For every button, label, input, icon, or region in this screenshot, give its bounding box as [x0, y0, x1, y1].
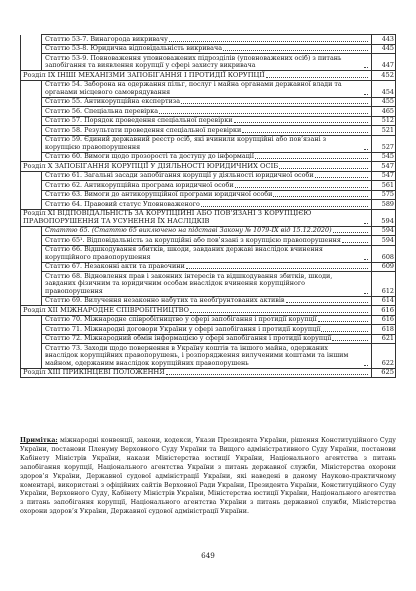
toc-article-row [21, 35, 396, 45]
toc-entry-text: Статтю 71. Міжнародні договори України у сфері запобігання і протидії корупції [45, 324, 321, 333]
toc-entry-title [42, 97, 372, 107]
toc-entry-text: Статтю 70. Міжнародне співробітництво у сфері запобігання і протидії корупції [45, 315, 317, 323]
toc-entry-title [21, 306, 372, 316]
toc-page-number: 616 [372, 306, 396, 316]
toc-entry-title [42, 80, 372, 97]
note-label: Примітка: [20, 437, 58, 444]
toc-entry-text: Розділ XI ВІДПОВІДАЛЬНІСТЬ ЗА КОРУПЦІЙНІ АБО ПОВ’ЯЗАНІ З КОРУПЦІЄЮ ПРАВОПОРУШЕННЯ ТА УСУНЕННЯ ЇХ НАСЛІДКІВ [23, 209, 312, 225]
toc-entry-text: Статтю 61. Загальні засади запобігання корупції у діяльності юридичної особи [45, 171, 314, 179]
toc-entry-title [42, 344, 372, 369]
toc-entry-title [42, 126, 372, 136]
table-of-contents [20, 34, 396, 378]
toc-entry-text: Статтю 66. Відшкодування збитків, шкоди, завданих державі внаслідок вчинення корупційного правопорушення [45, 245, 323, 261]
toc-section-row [21, 368, 396, 378]
toc-page-number: 547 [372, 171, 396, 181]
toc-page-number: 547 [372, 162, 396, 172]
toc-entry-title [42, 296, 372, 306]
dot-leader [242, 132, 368, 133]
toc-page-number: 614 [372, 296, 396, 306]
toc-article-row [21, 296, 396, 306]
dot-leader [234, 122, 368, 123]
toc-entry-text: Статтю 65¹. Відповідальність за корупційні або пов’язані з корупцією правопорушення [45, 235, 341, 244]
dot-leader [273, 196, 368, 197]
page-number: 649 [201, 551, 215, 560]
toc-indent-cell [21, 35, 42, 45]
toc-entry-text: Статтю 54. Заборона на одержання пільг, послуг і майна органами державної влади та органами місцевого самоврядування [45, 80, 342, 96]
toc-page-number: 465 [372, 107, 396, 117]
toc-page-number: 521 [372, 126, 396, 136]
dot-leader [190, 312, 368, 313]
dot-leader [333, 232, 368, 233]
toc-page-number: 612 [372, 272, 396, 297]
toc-indent-cell [21, 325, 42, 335]
toc-page-number: 443 [372, 35, 396, 45]
toc-entry-title [42, 325, 372, 335]
toc-article-row [21, 325, 396, 335]
toc-article-row [21, 344, 396, 369]
toc-page-number: 622 [372, 344, 396, 369]
toc-entry-title [42, 272, 372, 297]
dot-leader [321, 331, 368, 332]
toc-article-row [21, 190, 396, 200]
toc-entry-text: Статтю 59. Єдиний державний реєстр осіб, які вчинили корупційні або пов’язані з корупцією правопорушення [45, 135, 327, 151]
dot-leader [186, 268, 368, 269]
toc-indent-cell [21, 126, 42, 136]
toc-page-number: 594 [372, 209, 396, 226]
toc-article-row [21, 80, 396, 97]
toc-entry-text: Розділ XII МІЖНАРОДНЕ СПІВРОБІТНИЦТВО [23, 305, 189, 314]
toc-entry-text: Статтю 57. Порядок проведення спеціальної перевірки [45, 116, 233, 124]
toc-indent-cell [21, 262, 42, 272]
toc-entry-title [21, 71, 372, 81]
dot-leader [235, 187, 368, 188]
toc-table [20, 34, 396, 378]
toc-entry-text: Розділ XIII ПРИКІНЦЕВІ ПОЛОЖЕННЯ [23, 368, 165, 376]
toc-page-number: 625 [372, 368, 396, 378]
toc-indent-cell [21, 80, 42, 97]
toc-indent-cell [21, 107, 42, 117]
toc-entry-text: Розділ IX ІНШІ МЕХАНІЗМИ ЗАПОБІГАННЯ І ПРОТИДІЇ КОРУПЦІЇ [23, 70, 265, 79]
dot-leader [364, 259, 368, 260]
dot-leader [166, 374, 368, 375]
toc-entry-title [42, 200, 372, 210]
toc-indent-cell [21, 54, 42, 71]
toc-page-number: 608 [372, 245, 396, 262]
toc-indent-cell [21, 226, 42, 236]
toc-entry-text: Статтю 69. Вилучення незаконно набутих та необґрунтованих активів [45, 296, 285, 304]
toc-entry-title [21, 209, 372, 226]
toc-entry-text: Статтю 62. Антикорупційна програма юридичної особи [45, 180, 234, 189]
toc-entry-text: Розділ X ЗАПОБІГАННЯ КОРУПЦІЇ У ДІЯЛЬНОСТІ ЮРИДИЧНИХ ОСІБ [23, 161, 279, 170]
toc-entry-title [42, 236, 372, 246]
toc-article-row [21, 107, 396, 117]
toc-article-row [21, 272, 396, 297]
toc-section-row [21, 71, 396, 81]
toc-entry-title [21, 162, 372, 172]
dot-leader [318, 321, 368, 322]
toc-page-number: 455 [372, 97, 396, 107]
toc-entry-text: Статтю 63. Вимоги до антикорупційної програми юридичної особи [45, 190, 273, 198]
toc-entry-text: Статтю 64. Правовий статус Уповноваженого [45, 199, 200, 208]
toc-entry-title [42, 171, 372, 181]
dot-leader [223, 50, 368, 51]
toc-indent-cell [21, 181, 42, 191]
toc-indent-cell [21, 135, 42, 152]
toc-entry-title [42, 190, 372, 200]
toc-article-row [21, 315, 396, 325]
toc-page-number: 561 [372, 181, 396, 191]
toc-page-number: 594 [372, 236, 396, 246]
toc-page-number: 447 [372, 54, 396, 71]
toc-article-row [21, 226, 396, 236]
toc-section-row [21, 306, 396, 316]
toc-page-number: 445 [372, 44, 396, 54]
toc-entry-text: Статтю 53-8. Юридична відповідальність викривача [45, 44, 223, 52]
toc-page-number: 512 [372, 116, 396, 126]
dot-leader [364, 149, 368, 150]
dot-leader [364, 365, 368, 366]
toc-indent-cell [21, 152, 42, 162]
toc-page-number: 454 [372, 80, 396, 97]
toc-indent-cell [21, 334, 42, 344]
toc-entry-title [42, 44, 372, 54]
toc-page-number: 618 [372, 325, 396, 335]
toc-page-number: 589 [372, 200, 396, 210]
toc-indent-cell [21, 344, 42, 369]
toc-entry-text: Статтю 60. Вимоги щодо прозорості та доступу до інформації [45, 152, 254, 160]
toc-page-number: 621 [372, 334, 396, 344]
dot-leader [364, 94, 368, 95]
toc-article-row [21, 236, 396, 246]
toc-entry-title [42, 152, 372, 162]
toc-entry-text: Статтю 58. Результати проведення спеціальної перевірки [45, 125, 242, 134]
toc-entry-text: Статтю 68. Відновлення прав і законних інтересів та відшкодування збитків, шкоди, завданих фізичним та юридичним особам внаслідок вчинення корупційного правопорушення [45, 271, 333, 295]
toc-article-row [21, 44, 396, 54]
toc-indent-cell [21, 272, 42, 297]
toc-entry-title [21, 368, 372, 378]
dot-leader [159, 113, 368, 114]
toc-indent-cell [21, 97, 42, 107]
toc-article-row [21, 245, 396, 262]
dot-leader [364, 293, 368, 294]
toc-article-row [21, 54, 396, 71]
toc-indent-cell [21, 44, 42, 54]
toc-entry-title [42, 262, 372, 272]
toc-entry-text: Статтю 53-7. Винагорода викривачу [45, 34, 168, 43]
toc-entry-text: Статтю 65. (Статтю 65 виключено на підставі Закону № 1079-IX від 15.12.2020) [45, 226, 332, 234]
dot-leader [315, 177, 368, 178]
toc-article-row [21, 181, 396, 191]
toc-article-row [21, 97, 396, 107]
dot-leader [201, 206, 368, 207]
toc-page-number: 575 [372, 190, 396, 200]
toc-section-row [21, 209, 396, 226]
toc-indent-cell [21, 116, 42, 126]
toc-indent-cell [21, 236, 42, 246]
toc-article-row [21, 171, 396, 181]
toc-article-row [21, 116, 396, 126]
toc-article-row [21, 334, 396, 344]
toc-indent-cell [21, 245, 42, 262]
note-paragraph [20, 437, 396, 517]
toc-indent-cell [21, 190, 42, 200]
toc-entry-title [42, 35, 372, 45]
toc-page-number: 545 [372, 152, 396, 162]
toc-article-row [21, 126, 396, 136]
toc-article-row [21, 200, 396, 210]
toc-page-number: 452 [372, 71, 396, 81]
dot-leader [364, 67, 368, 68]
dot-leader [181, 103, 368, 104]
toc-entry-text: Статтю 55. Антикорупційна експертиза [45, 97, 181, 105]
dot-leader [169, 41, 368, 42]
toc-entry-title [42, 116, 372, 126]
toc-article-row [21, 262, 396, 272]
toc-indent-cell [21, 296, 42, 306]
dot-leader [342, 242, 368, 243]
dot-leader [332, 340, 368, 341]
toc-article-row [21, 152, 396, 162]
dot-leader [279, 168, 368, 169]
toc-entry-title [42, 54, 372, 71]
toc-entry-title [42, 334, 372, 344]
toc-entry-text: Статтю 72. Міжнародний обмін інформацією у сфері запобігання і протидії корупції [45, 334, 332, 342]
toc-indent-cell [21, 315, 42, 325]
toc-entry-title [42, 181, 372, 191]
dot-leader [286, 302, 368, 303]
toc-entry-text: Статтю 53-9. Повноваження уповноважених підрозділів (уповноважених осіб) з питань запобігання та виявлення корупції у сфері захисту викривача [45, 53, 342, 69]
toc-page-number: 609 [372, 262, 396, 272]
dot-leader [266, 77, 368, 78]
note-text: міжнародні конвенції, закони, кодекси, Укази Президента України, рішення Конституційного Суду України, постанови Пленуму Верховного Суду України та Вищого адміністративного Суду України, постанови Кабінету Міністрів України, накази Міністерства юстиції України, Національного агентства з питань запобігання корупції, Національного агентства України з питань державної служби, Міністерства охорони здоров’я України, Державної судової адміністрації України, які наведені в даному Науково-практичному коментарі, використані з офіційних сайтів Верховної Ради України, Президента України, Конституційного Суду України, Верховного Суду, Кабінету Міністрів України, Міністерства юстиції України, Національного агентства з питань запобігання корупції, Національного агентства України з питань державної служби, Міністерства охорони здоров’я України, Державної судової адміністрації України. [20, 437, 396, 516]
toc-indent-cell [21, 200, 42, 210]
toc-entry-text: Статтю 56. Спеціальна перевірка [45, 106, 159, 115]
dot-leader [255, 158, 368, 159]
toc-page-number: 527 [372, 135, 396, 152]
toc-section-row [21, 162, 396, 172]
toc-page-number: 594 [372, 226, 396, 236]
toc-page-number: 616 [372, 315, 396, 325]
toc-entry-title [42, 135, 372, 152]
toc-entry-text: Статтю 73. Заходи щодо повернення в Україну коштів та іншого майна, одержаних внаслідок корупційних правопорушень, і розпорядження вилученими коштами та іншим майном, одержаним внаслідок корупційних правопорушень [45, 343, 349, 367]
toc-entry-title [42, 315, 372, 325]
toc-entry-title [42, 107, 372, 117]
toc-entry-title [42, 245, 372, 262]
toc-article-row [21, 135, 396, 152]
toc-indent-cell [21, 171, 42, 181]
toc-entry-title [42, 226, 372, 236]
toc-entry-text: Статтю 67. Незаконні акти та правочини [45, 262, 185, 270]
dot-leader [364, 223, 368, 224]
